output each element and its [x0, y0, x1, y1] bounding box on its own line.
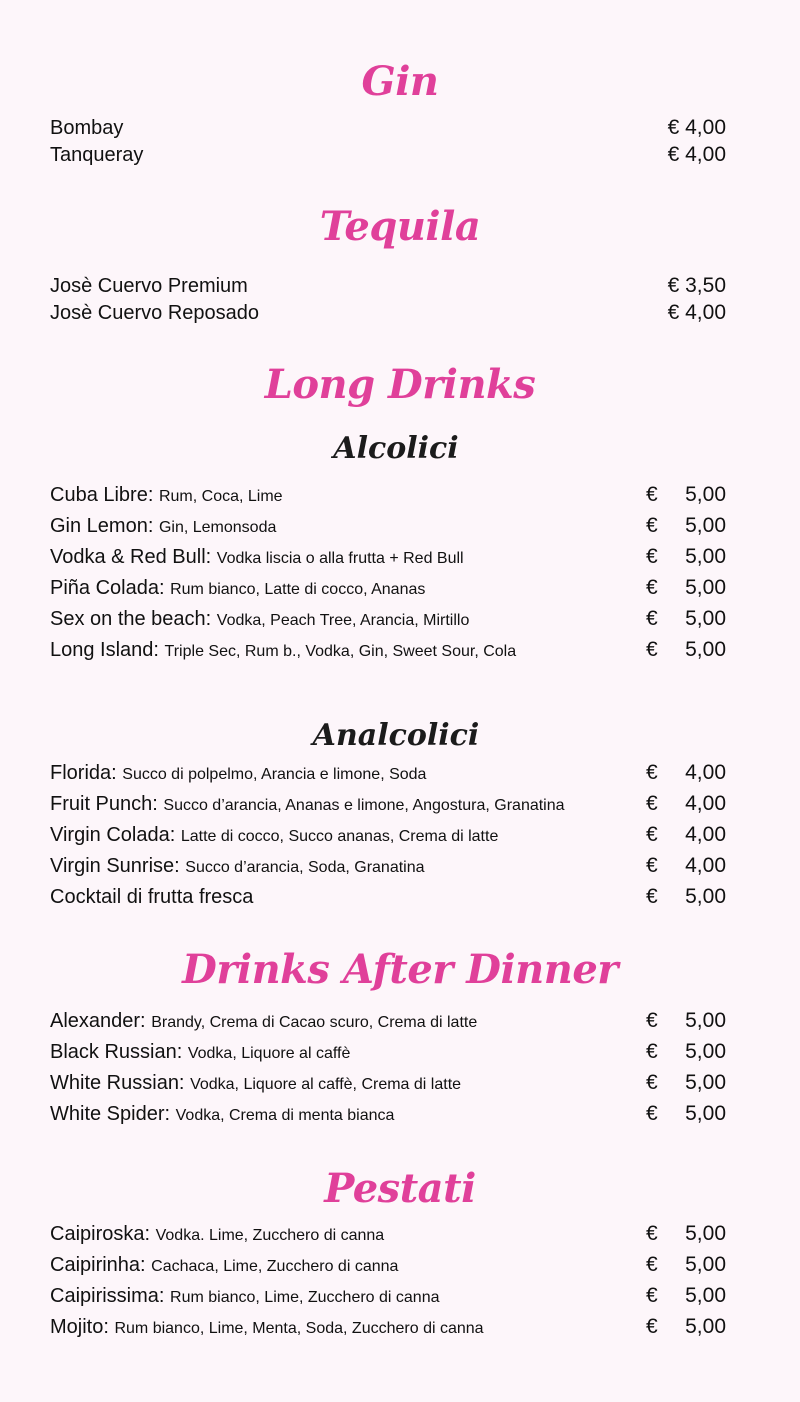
currency-symbol: €: [646, 792, 658, 815]
item-price: 5,00: [685, 885, 726, 908]
menu-item: [50, 481, 726, 509]
menu-item: [50, 1069, 726, 1097]
section-title-pestati: Pestati: [324, 1165, 476, 1212]
item-price: € 4,00: [667, 116, 726, 139]
menu-item: [50, 852, 726, 880]
item-name: Tanqueray: [50, 144, 144, 166]
item-description: Vodka. Lime, Zucchero di canna: [155, 1227, 385, 1244]
currency-symbol: €: [646, 1284, 658, 1307]
item-price: 5,00: [685, 1009, 726, 1032]
currency-symbol: €: [646, 761, 658, 784]
item-description: Vodka, Liquore al caffè, Crema di latte: [190, 1076, 462, 1093]
item-price: 5,00: [685, 483, 726, 506]
item-description: Latte di cocco, Succo ananas, Crema di latte: [180, 828, 499, 845]
currency-symbol: €: [646, 1040, 658, 1063]
menu-item: [50, 1313, 726, 1341]
item-name: White Russian:: [50, 1072, 185, 1094]
item-description: Brandy, Crema di Cacao scuro, Crema di latte: [151, 1014, 478, 1031]
menu-item: [50, 790, 726, 818]
item-price: € 4,00: [667, 301, 726, 324]
menu-item: [50, 1038, 726, 1066]
section-title-tequila: Tequila: [319, 203, 481, 250]
item-description: Vodka, Liquore al caffè: [187, 1045, 351, 1062]
item-price: 5,00: [685, 576, 726, 599]
item-price: € 4,00: [667, 143, 726, 166]
item-price: 5,00: [685, 1315, 726, 1338]
currency-symbol: €: [646, 514, 658, 537]
item-price: 5,00: [685, 607, 726, 630]
item-price: 5,00: [685, 1253, 726, 1276]
menu-item: [50, 1251, 726, 1279]
currency-symbol: €: [646, 854, 658, 877]
currency-symbol: €: [646, 823, 658, 846]
section-title-long-drinks: Long Drinks: [264, 361, 536, 408]
item-price: 5,00: [685, 1102, 726, 1125]
item-name: Gin Lemon:: [50, 515, 154, 537]
item-name: Vodka & Red Bull:: [50, 546, 212, 568]
item-price: 5,00: [685, 545, 726, 568]
item-price: 5,00: [685, 1222, 726, 1245]
item-name: Fruit Punch:: [50, 793, 158, 815]
item-description: Succo d’arancia, Soda, Granatina: [185, 859, 425, 876]
item-name: Caipiroska:: [50, 1223, 151, 1245]
menu-item: [50, 821, 726, 849]
currency-symbol: €: [646, 483, 658, 506]
menu-item: [50, 141, 726, 169]
currency-symbol: €: [646, 1315, 658, 1338]
item-name: Josè Cuervo Reposado: [50, 302, 260, 324]
item-price: 4,00: [685, 854, 726, 877]
menu-item: [50, 605, 726, 633]
menu-item: [50, 272, 726, 300]
currency-symbol: €: [646, 1253, 658, 1276]
currency-symbol: €: [646, 1222, 658, 1245]
item-name: Cuba Libre:: [50, 484, 154, 506]
item-name: Josè Cuervo Premium: [50, 275, 248, 297]
item-description: Vodka, Peach Tree, Arancia, Mirtillo: [216, 612, 470, 629]
item-price: 5,00: [685, 514, 726, 537]
item-price: 5,00: [685, 1071, 726, 1094]
menu-item: [50, 1220, 726, 1248]
item-name: Caipirissima:: [50, 1285, 165, 1307]
item-name: Mojito:: [50, 1316, 109, 1338]
currency-symbol: €: [646, 885, 658, 908]
currency-symbol: €: [646, 576, 658, 599]
item-description: Triple Sec, Rum b., Vodka, Gin, Sweet Sour, Cola: [164, 643, 517, 660]
currency-symbol: €: [646, 1102, 658, 1125]
menu-item: [50, 114, 726, 142]
item-price: 5,00: [685, 638, 726, 661]
item-price: 5,00: [685, 1284, 726, 1307]
item-description: Rum bianco, Lime, Menta, Soda, Zucchero di canna: [114, 1320, 484, 1337]
item-description: Rum bianco, Latte di cocco, Ananas: [170, 581, 426, 598]
menu-item: [50, 1007, 726, 1035]
item-price: 5,00: [685, 1040, 726, 1063]
menu-item: [50, 636, 726, 664]
item-description: Succo di polpelmo, Arancia e limone, Soda: [122, 766, 427, 783]
menu-item: [50, 1282, 726, 1310]
currency-symbol: €: [646, 1071, 658, 1094]
item-description: Gin, Lemonsoda: [158, 519, 277, 536]
item-name: Bombay: [50, 117, 124, 139]
item-name: Piña Colada:: [50, 577, 165, 599]
item-name: Caipirinha:: [50, 1254, 146, 1276]
menu-item: [50, 543, 726, 571]
item-description: Vodka liscia o alla frutta + Red Bull: [216, 550, 464, 567]
menu-item: [50, 512, 726, 540]
section-title-gin: Gin: [361, 58, 439, 105]
item-price: 4,00: [685, 823, 726, 846]
currency-symbol: €: [646, 638, 658, 661]
item-price: 4,00: [685, 792, 726, 815]
subsection-title-analcolici: Analcolici: [312, 718, 480, 753]
item-name: Virgin Colada:: [50, 824, 176, 846]
menu-item: [50, 1100, 726, 1128]
item-name: Florida:: [50, 762, 117, 784]
menu-item: [50, 883, 726, 911]
menu-item: [50, 759, 726, 787]
item-name: Alexander:: [50, 1010, 146, 1032]
item-price: € 3,50: [667, 274, 726, 297]
item-price: 4,00: [685, 761, 726, 784]
item-name: White Spider:: [50, 1103, 171, 1125]
item-description: Cachaca, Lime, Zucchero di canna: [151, 1258, 399, 1275]
currency-symbol: €: [646, 545, 658, 568]
item-name: Black Russian:: [50, 1041, 183, 1063]
menu-item: [50, 299, 726, 327]
subsection-title-alcolici: Alcolici: [333, 431, 459, 466]
item-name: Virgin Sunrise:: [50, 855, 180, 877]
item-name: Cocktail di frutta fresca: [50, 886, 254, 908]
item-name: Sex on the beach:: [50, 608, 212, 630]
currency-symbol: €: [646, 1009, 658, 1032]
item-description: Vodka, Crema di menta bianca: [175, 1107, 395, 1124]
item-description: Succo d’arancia, Ananas e limone, Angostura, Granatina: [163, 797, 565, 814]
item-name: Long Island:: [50, 639, 159, 661]
menu-item: [50, 574, 726, 602]
item-description: Rum bianco, Lime, Zucchero di canna: [170, 1289, 440, 1306]
section-title-after-dinner: Drinks After Dinner: [182, 946, 618, 993]
item-description: Rum, Coca, Lime: [158, 488, 283, 505]
currency-symbol: €: [646, 607, 658, 630]
